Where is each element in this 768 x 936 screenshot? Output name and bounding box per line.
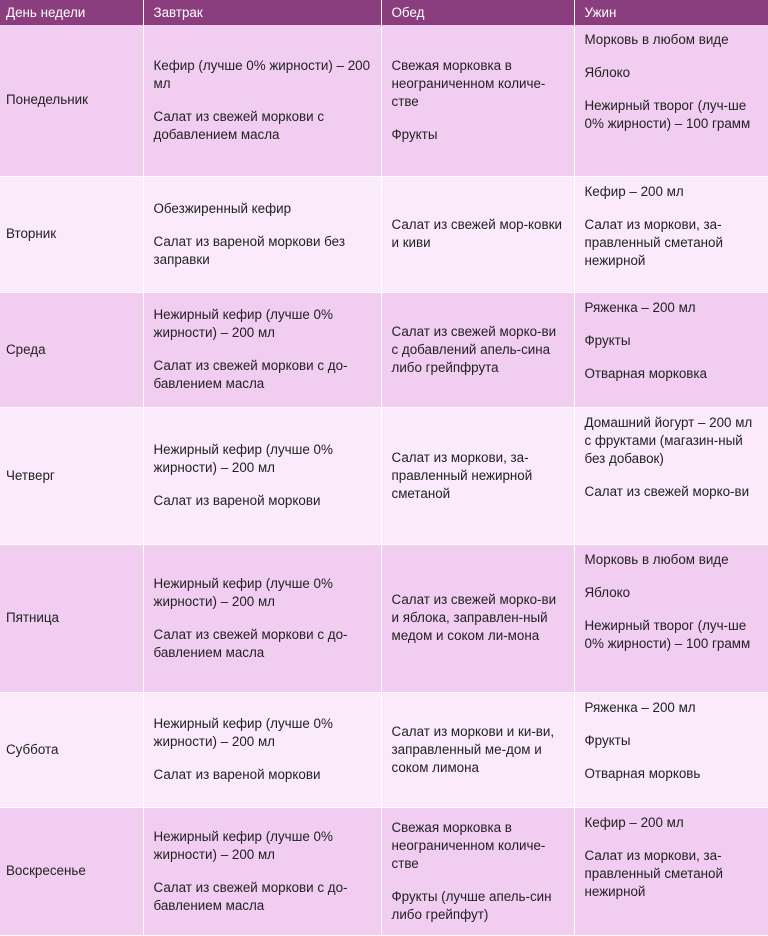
- dinner-cell: [574, 407, 768, 544]
- header-breakfast: Завтрак: [143, 0, 381, 25]
- lunch-item: Свежая морковка в неограниченном количе-стве: [391, 819, 546, 871]
- table-row: [0, 176, 768, 292]
- lunch-item: Салат из свежей морко-ви с добавлений апель-сина либо грейпфрута: [391, 323, 557, 375]
- breakfast-item: Салат из вареной моркови: [153, 493, 321, 508]
- lunch-cell: [381, 176, 574, 292]
- dinner-item: Кефир – 200 мл: [584, 183, 684, 199]
- dinner-cell: [574, 807, 768, 935]
- dinner-item: Отварная морковь: [584, 765, 701, 781]
- dinner-item: Салат из свежей морко-ви: [584, 483, 750, 499]
- breakfast-cell: [143, 692, 381, 807]
- dinner-item: Отварная морковка: [584, 365, 707, 381]
- breakfast-item: Салат из свежей моркови с до-бавлением масла: [153, 358, 348, 391]
- lunch-cell: [381, 544, 574, 692]
- dinner-item: Ряженка – 200 мл: [584, 699, 696, 715]
- breakfast-cell: [143, 544, 381, 692]
- lunch-item: Фрукты (лучше апель-син либо грейпфут): [391, 888, 552, 922]
- dinner-cell: [574, 25, 768, 176]
- table-header: [0, 0, 768, 25]
- dinner-item: Нежирный творог (луч-ше 0% жирности) – 100 грамм: [584, 98, 751, 131]
- day-cell: Понедельник: [0, 25, 143, 176]
- dinner-cell: [574, 176, 768, 292]
- dinner-cell: [574, 544, 768, 692]
- lunch-cell: [381, 807, 574, 935]
- lunch-cell: [381, 692, 574, 807]
- header-lunch: Обед: [381, 0, 574, 25]
- breakfast-item: Кефир (лучше 0% жирности) – 200 мл: [153, 57, 371, 91]
- table-row: [0, 25, 768, 176]
- breakfast-cell: [143, 25, 381, 176]
- breakfast-item: Салат из вареной моркови без заправки: [153, 233, 345, 267]
- header-dinner: Ужин: [574, 0, 768, 25]
- dinner-cell: [574, 692, 768, 807]
- day-cell: Вторник: [0, 176, 143, 292]
- lunch-cell: [381, 25, 574, 176]
- dinner-item: Кефир – 200 мл: [584, 814, 684, 830]
- dinner-item: Фрукты: [584, 332, 631, 348]
- dinner-item: Морковь в любом виде: [584, 551, 729, 567]
- day-cell: Четверг: [0, 407, 143, 544]
- breakfast-item: Салат из свежей моркови с до-бавлением масла: [153, 626, 348, 660]
- breakfast-cell: [143, 292, 381, 407]
- dinner-item: Яблоко: [584, 65, 631, 80]
- table-row: [0, 544, 768, 692]
- lunch-cell: [381, 407, 574, 544]
- dinner-item: Фрукты: [584, 732, 631, 748]
- breakfast-item: Обезжиренный кефир: [153, 200, 292, 216]
- breakfast-item: Салат из свежей моркови с до-бавлением масла: [153, 879, 348, 913]
- breakfast-item: Нежирный кефир (лучше 0% жирности) – 200 мл: [153, 828, 333, 862]
- dinner-item: Морковь в любом виде: [584, 32, 729, 47]
- breakfast-cell: [143, 176, 381, 292]
- lunch-item: Салат из моркови, за-правленный нежирной сметаной: [391, 449, 533, 501]
- breakfast-item: Нежирный кефир (лучше 0% жирности) – 200 мл: [153, 442, 333, 475]
- dinner-cell: [574, 292, 768, 407]
- lunch-item: Свежая морковка в неограниченном количе-стве: [391, 57, 546, 109]
- header-row: [0, 0, 768, 25]
- breakfast-item: Нежирный кефир (лучше 0% жирности) – 200 мл: [153, 307, 333, 340]
- breakfast-cell: [143, 807, 381, 935]
- table-body: [0, 25, 768, 935]
- dinner-item: Салат из моркови, за-правленный сметаной нежирной: [584, 216, 723, 268]
- lunch-item: Фрукты: [391, 126, 438, 142]
- day-cell: Пятница: [0, 544, 143, 692]
- breakfast-item: Салат из вареной моркови: [153, 767, 321, 782]
- dinner-item: Нежирный творог (луч-ше 0% жирности) – 100 грамм: [584, 617, 751, 651]
- table-row: [0, 692, 768, 807]
- day-cell: Суббота: [0, 692, 143, 807]
- breakfast-item: Салат из свежей моркови с добавлением масла: [153, 108, 325, 142]
- table-row: [0, 807, 768, 935]
- breakfast-item: Нежирный кефир (лучше 0% жирности) – 200 мл: [153, 716, 333, 749]
- lunch-item: Салат из свежей морко-ви и яблока, заправлен-ный медом и соком ли-мона: [391, 592, 557, 643]
- lunch-item: Салат из моркови и ки-ви, заправленный ме-дом и соком лимона: [391, 723, 555, 775]
- lunch-item: Салат из свежей мор-ковки и киви: [391, 217, 562, 250]
- header-day: День недели: [0, 0, 143, 25]
- table-row: [0, 407, 768, 544]
- dinner-item: Салат из моркови, за-правленный сметаной нежирной: [584, 847, 723, 899]
- day-cell: Среда: [0, 292, 143, 407]
- breakfast-item: Нежирный кефир (лучше 0% жирности) – 200 мл: [153, 575, 333, 609]
- breakfast-cell: [143, 407, 381, 544]
- dinner-item: Яблоко: [584, 584, 631, 600]
- dinner-item: Ряженка – 200 мл: [584, 299, 696, 315]
- day-cell: Воскресенье: [0, 807, 143, 935]
- dinner-item: Домашний йогурт – 200 мл с фруктами (магазин-ный без добавок): [584, 414, 753, 466]
- table-row: [0, 292, 768, 407]
- lunch-cell: [381, 292, 574, 407]
